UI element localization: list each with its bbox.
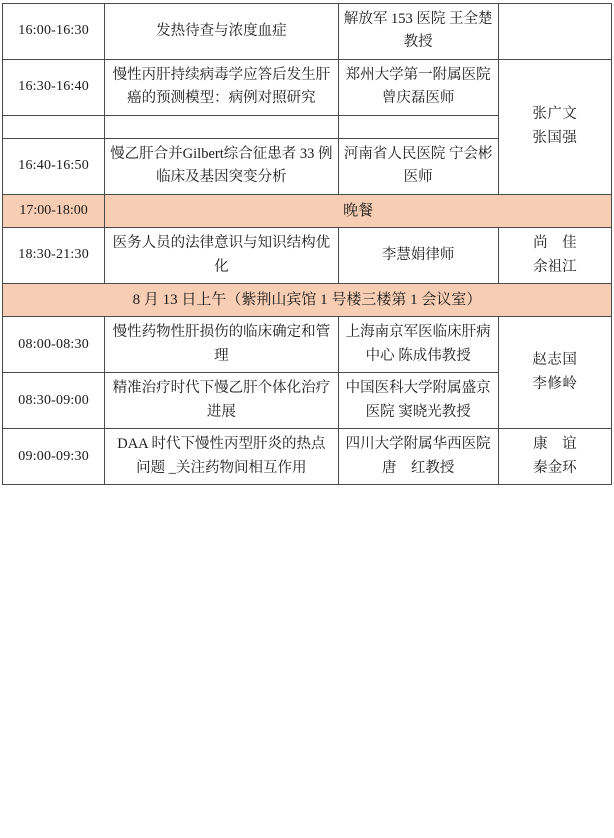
row-org-line: 郑州大学第一附属医院 <box>345 66 491 83</box>
row-chair-line: 李修岭 <box>532 375 578 392</box>
row-time: 16:40-16:50 <box>3 138 105 194</box>
row-org <box>338 317 498 373</box>
row-topic: 慢性药物性肝损伤的临床确定和管理 <box>105 317 338 373</box>
row-chair-line: 尚 佳 <box>533 235 577 252</box>
row-org <box>338 59 498 115</box>
row-org-line: 唐 红教授 <box>381 459 455 476</box>
row-chair-line: 赵志国 <box>532 352 578 369</box>
row-org-line: 陈成伟教授 <box>398 347 471 364</box>
row-chair-line: 张广文 <box>532 106 578 123</box>
table-row <box>3 59 612 115</box>
row-chair-line: 张国强 <box>532 129 578 146</box>
row-topic: 精准治疗时代下慢乙肝个体化治疗进展 <box>105 373 338 429</box>
table-row-banner <box>3 284 612 317</box>
row-org-line: 四川大学附属华西医院 <box>345 436 491 453</box>
row-org <box>338 228 498 284</box>
row-chair-line: 秦金环 <box>533 459 577 476</box>
row-org-line: 河南省人民医院 <box>343 145 446 162</box>
row-chair <box>498 429 611 485</box>
row-time: 08:00-08:30 <box>3 317 105 373</box>
row-org <box>338 138 498 194</box>
row-org-line: 宁会彬医师 <box>403 145 493 186</box>
row-time-empty <box>3 115 105 138</box>
row-time: 09:00-09:30 <box>3 429 105 485</box>
row-org-line: 王全楚教授 <box>403 11 493 51</box>
row-time: 16:00-16:30 <box>3 4 105 60</box>
row-chair <box>498 59 611 194</box>
table-row <box>3 317 612 373</box>
row-chair-line: 康 谊 <box>533 436 577 453</box>
meal-label: 晚餐 <box>105 194 612 227</box>
meal-time: 17:00-18:00 <box>3 194 105 227</box>
schedule-body <box>3 4 612 485</box>
row-time: 08:30-09:00 <box>3 373 105 429</box>
schedule-table <box>2 3 612 485</box>
row-org-empty <box>338 115 498 138</box>
row-topic: 慢乙肝合并Gilbert综合征患者 33 例临床及基因突变分析 <box>105 138 338 194</box>
row-org-line: 曾庆磊医师 <box>381 90 455 107</box>
row-org <box>338 4 498 60</box>
row-chair-line: 余祖江 <box>533 258 577 275</box>
row-topic: 医务人员的法律意识与知识结构优化 <box>105 228 338 284</box>
row-chair <box>498 228 611 284</box>
row-org-line: 李慧娟律师 <box>381 246 455 263</box>
row-org-line: 上海南京军医临床肝病中心 <box>345 324 491 364</box>
row-topic-empty <box>105 115 338 138</box>
row-org <box>338 429 498 485</box>
table-row <box>3 429 612 485</box>
table-row <box>3 228 612 284</box>
row-topic: 发热待查与浓度血症 <box>105 4 338 60</box>
row-org-line: 中国医科大学附属盛京医院 <box>345 380 491 420</box>
row-time: 18:30-21:30 <box>3 228 105 284</box>
row-org-line: 解放军 153 医院 <box>343 11 446 27</box>
row-topic: DAA 时代下慢性丙型肝炎的热点问题 _关注药物间相互作用 <box>105 429 338 485</box>
row-time: 16:30-16:40 <box>3 59 105 115</box>
row-chair <box>498 4 611 60</box>
table-row <box>3 4 612 60</box>
row-org-line: 窦晓光教授 <box>398 403 471 420</box>
section-banner: 8 月 13 日上午（紫荆山宾馆 1 号楼三楼第 1 会议室） <box>3 284 612 317</box>
row-topic: 慢性丙肝持续病毒学应答后发生肝癌的预测模型：病例对照研究 <box>105 59 338 115</box>
row-chair <box>498 317 611 429</box>
row-org <box>338 373 498 429</box>
table-row-meal <box>3 194 612 227</box>
